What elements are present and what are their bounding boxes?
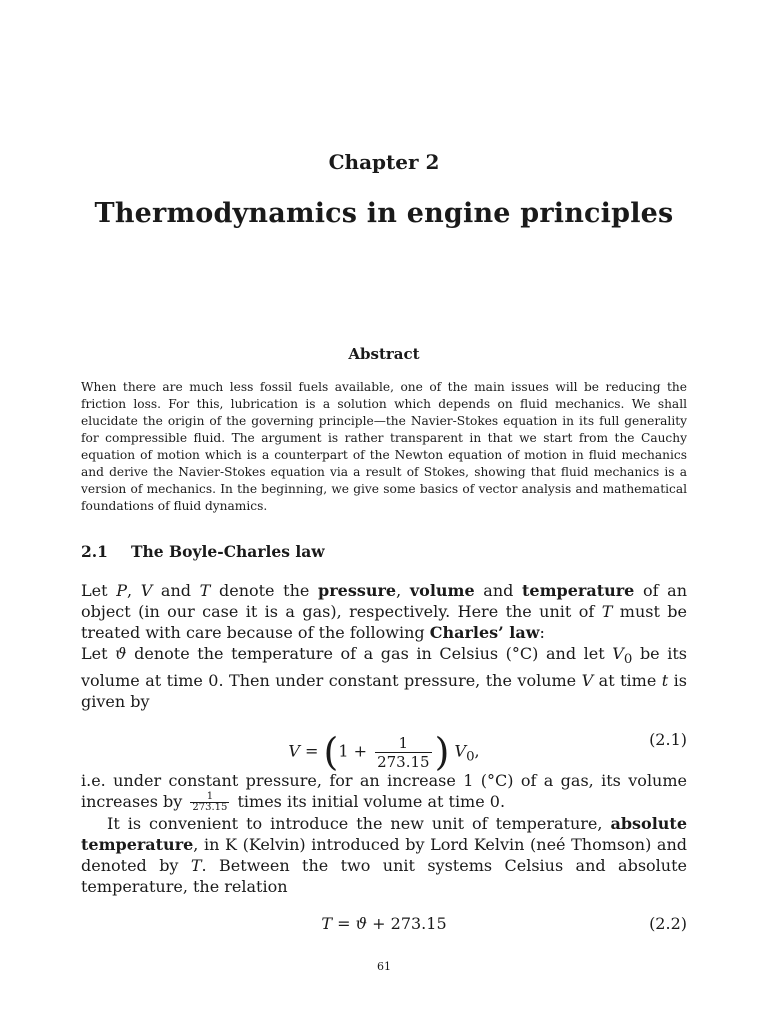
math-paren: ) xyxy=(434,730,450,774)
math-symbol: V xyxy=(288,741,300,761)
math-subscript: 0 xyxy=(466,749,475,765)
text-run: i.e. under constant pressure, for an increase 1 (°C) of a gas, its volume increases by xyxy=(81,771,687,811)
equation-body xyxy=(81,730,687,774)
text-run: is given by xyxy=(81,671,688,712)
paragraph-kelvin xyxy=(81,813,687,897)
fraction-numerator: 1 xyxy=(375,734,432,753)
term-absolute-temperature: absolute temperature xyxy=(81,814,687,854)
math-term: 1 + xyxy=(338,741,373,761)
inline-fraction xyxy=(190,792,229,813)
math-symbol: V xyxy=(612,644,624,663)
abstract-heading: Abstract xyxy=(348,345,420,363)
math-term: + 273.15 xyxy=(367,914,447,933)
text-run: , xyxy=(126,581,141,600)
equation-body xyxy=(81,914,687,933)
text-run: and xyxy=(152,581,200,600)
section-heading xyxy=(81,542,687,561)
math-symbol: T xyxy=(199,581,211,600)
math-symbol: V xyxy=(140,581,153,600)
text-run: times its initial volume at time 0. xyxy=(232,792,506,811)
math-symbol: ϑ xyxy=(115,644,127,663)
chapter-title: Thermodynamics in engine principles xyxy=(94,198,674,229)
text-run: It is convenient to introduce the new unit of temperature, xyxy=(107,814,611,833)
math-fraction xyxy=(375,734,432,771)
math-symbol: T xyxy=(601,602,613,621)
abstract-text: When there are much less fossil fuels available, one of the main issues will be reducing the friction loss. For this, lubrication is a solution which depends on fluid mechanics. We shall elucidate the origin of the governing principle—the Navier-Stokes equation in its full generality for compressible fluid. The argument is rather transparent in that we start from the Cauchy equation of motion which is a counterpart of the Newton equation of motion in fluid mechanics and derive the Navier-Stokes equation via a result of Stokes, showing that fluid mechanics is a version of mechanics. In the beginning, we give some basics of vector analysis and mathematical foundations of fluid dynamics. xyxy=(81,380,687,513)
text-run: Let xyxy=(81,581,117,600)
text-run: of an object (in our case it is a gas), respectively. Here the unit of xyxy=(81,581,688,621)
section-number: 2.1 xyxy=(81,542,108,561)
math-paren: ( xyxy=(323,730,339,774)
text-run: : xyxy=(539,623,545,642)
math-symbol: T xyxy=(321,914,333,933)
section-title: The Boyle-Charles law xyxy=(131,542,325,561)
math-symbol: T xyxy=(190,856,202,875)
math-symbol: V xyxy=(454,741,467,761)
math-symbol: P xyxy=(116,581,127,600)
text-run: denote the xyxy=(210,581,319,600)
chapter-label: Chapter 2 xyxy=(328,150,440,174)
math-symbol: ϑ xyxy=(355,914,368,933)
text-run: denote the temperature of a gas in Celsius (°C) and let xyxy=(126,644,613,663)
page-number: 61 xyxy=(377,960,391,973)
paragraph-pvt xyxy=(81,580,687,643)
body-text-upper xyxy=(81,580,687,712)
fraction-denominator: 273.15 xyxy=(377,752,430,771)
term-pressure: pressure xyxy=(318,581,397,600)
text-run: and xyxy=(474,581,523,600)
math-operator: = xyxy=(299,741,324,761)
math-symbol: V xyxy=(581,671,594,691)
equation-2-2 xyxy=(81,910,687,936)
math-punctuation: , xyxy=(474,741,480,761)
paragraph-increase xyxy=(81,770,687,813)
term-charles-law: Charles’ law xyxy=(429,623,540,642)
equation-number: (2.2) xyxy=(649,914,687,933)
text-run: must be treated with care because of the following xyxy=(81,602,688,642)
text-run: . Between the two unit systems Celsius and absolute temperature, the relation xyxy=(81,856,687,896)
text-run: Let xyxy=(81,644,116,663)
math-symbol: t xyxy=(661,671,669,691)
term-temperature: temperature xyxy=(522,581,635,600)
term-volume: volume xyxy=(409,581,475,600)
text-run: at time xyxy=(593,671,662,691)
equation-number: (2.1) xyxy=(649,730,687,749)
text-run: be its volume at time 0. Then under constant pressure, the volume xyxy=(81,644,688,691)
fraction-numerator: 1 xyxy=(190,792,229,803)
fraction-denominator: 273.15 xyxy=(192,802,228,813)
text-run: , xyxy=(396,581,410,600)
paragraph-celsius xyxy=(81,643,687,712)
text-run: , in K (Kelvin) introduced by Lord Kelvin (neé Thomson) and denoted by xyxy=(81,835,687,875)
equation-2-1 xyxy=(81,716,687,774)
math-operator: = xyxy=(332,914,356,933)
body-text-lower xyxy=(81,770,687,897)
math-subscript: 0 xyxy=(623,652,633,668)
